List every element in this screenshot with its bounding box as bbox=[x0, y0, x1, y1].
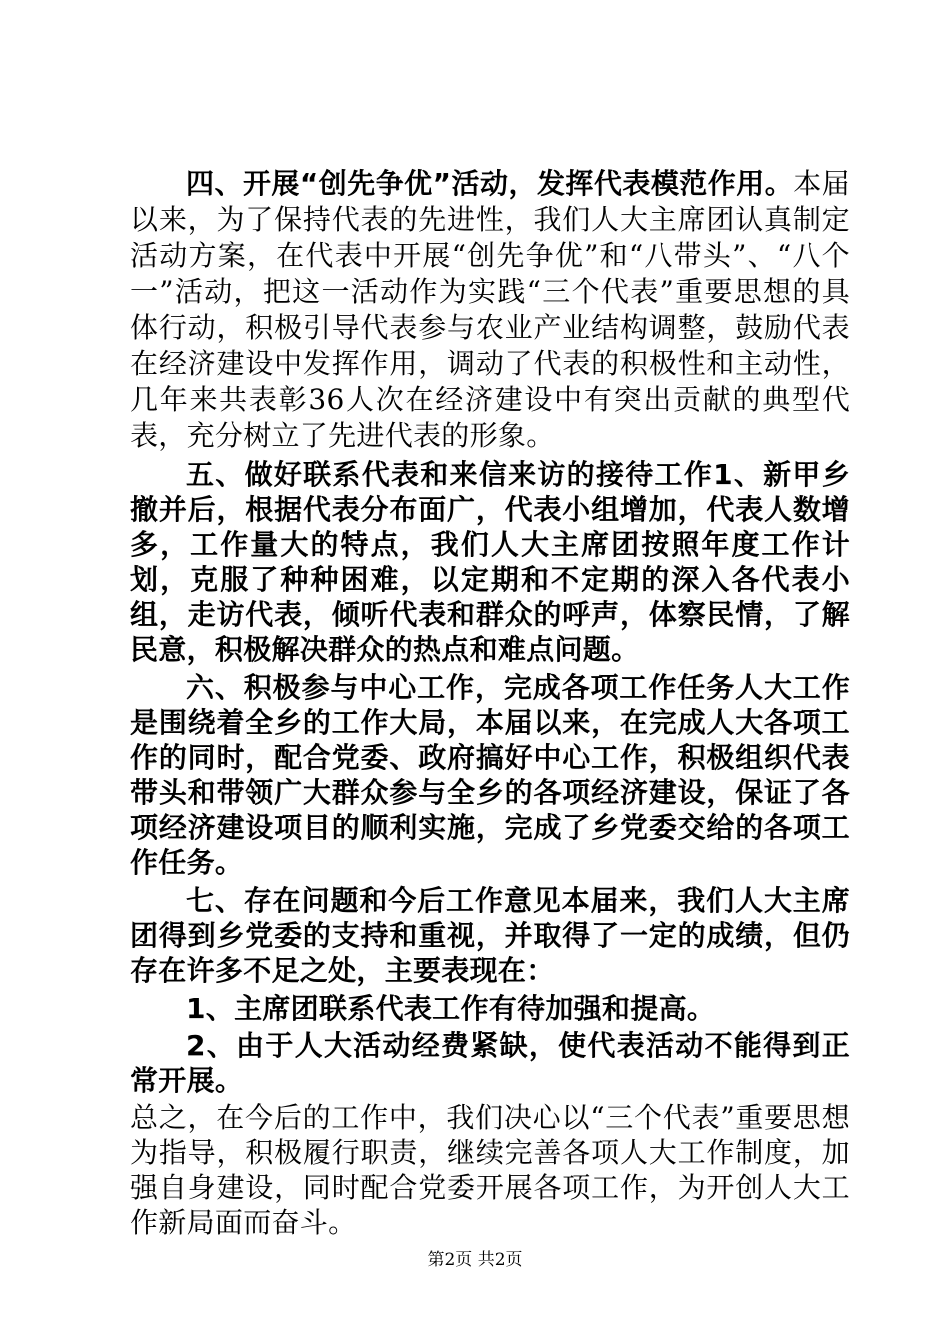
list-item-two: 2、由于人大活动经费紧缺，使代表活动不能得到正常开展。 bbox=[130, 1029, 850, 1097]
paragraph-five: 五、做好联系代表和来信来访的接待工作1、新甲乡撤并后，根据代表分布面广，代表小组增加，代表人数增多，工作量大的特点，我们人大主席团按照年度工作计划，克服了种种困难，以定期和不定期的深入各代表小组，走访代表，倾听代表和群众的呼声，体察民情，了解民意，积极解决群众的热点和难点问题。 bbox=[130, 458, 850, 666]
page-number-footer: 第2页 共2页 bbox=[427, 1250, 523, 1270]
paragraph-seven: 七、存在问题和今后工作意见本届来，我们人大主席团得到乡党委的支持和重视，并取得了一定的成绩，但仍存在许多不足之处，主要表现在： bbox=[130, 884, 850, 987]
conclusion-paragraph: 总之，在今后的工作中，我们决心以“三个代表”重要思想为指导，积极履行职责，继续完善各项人大工作制度，加强自身建设，同时配合党委开展各项工作，为开创人大工作新局面而奋斗。 bbox=[130, 1101, 850, 1239]
paragraph-four-body: 本届以来，为了保持代表的先进性，我们人大主席团认真制定活动方案，在代表中开展“创先争优”和“八带头”、“八个一”活动，把这一活动作为实践“三个代表”重要思想的具体行动，积极引导代表参与农业产业结构调整，鼓励代表在经济建设中发挥作用，调动了代表的积极性和主动性，几年来共表彰36人次在经济建设中有突出贡献的典型代表，充分树立了先进代表的形象。 bbox=[130, 167, 850, 452]
document-body bbox=[130, 166, 850, 1240]
paragraph-four bbox=[130, 166, 850, 454]
paragraph-four-heading: 四、开展“创先争优”活动，发挥代表模范作用。 bbox=[186, 167, 794, 200]
list-item-one: 1、主席团联系代表工作有待加强和提高。 bbox=[186, 992, 716, 1025]
paragraph-six: 六、积极参与中心工作，完成各项工作任务人大工作是围绕着全乡的工作大局，本届以来，在完成人大各项工作的同时，配合党委、政府搞好中心工作，积极组织代表带头和带领广大群众参与全乡的各项经济建设，保证了各项经济建设项目的顺利实施，完成了乡党委交给的各项工作任务。 bbox=[130, 671, 850, 879]
